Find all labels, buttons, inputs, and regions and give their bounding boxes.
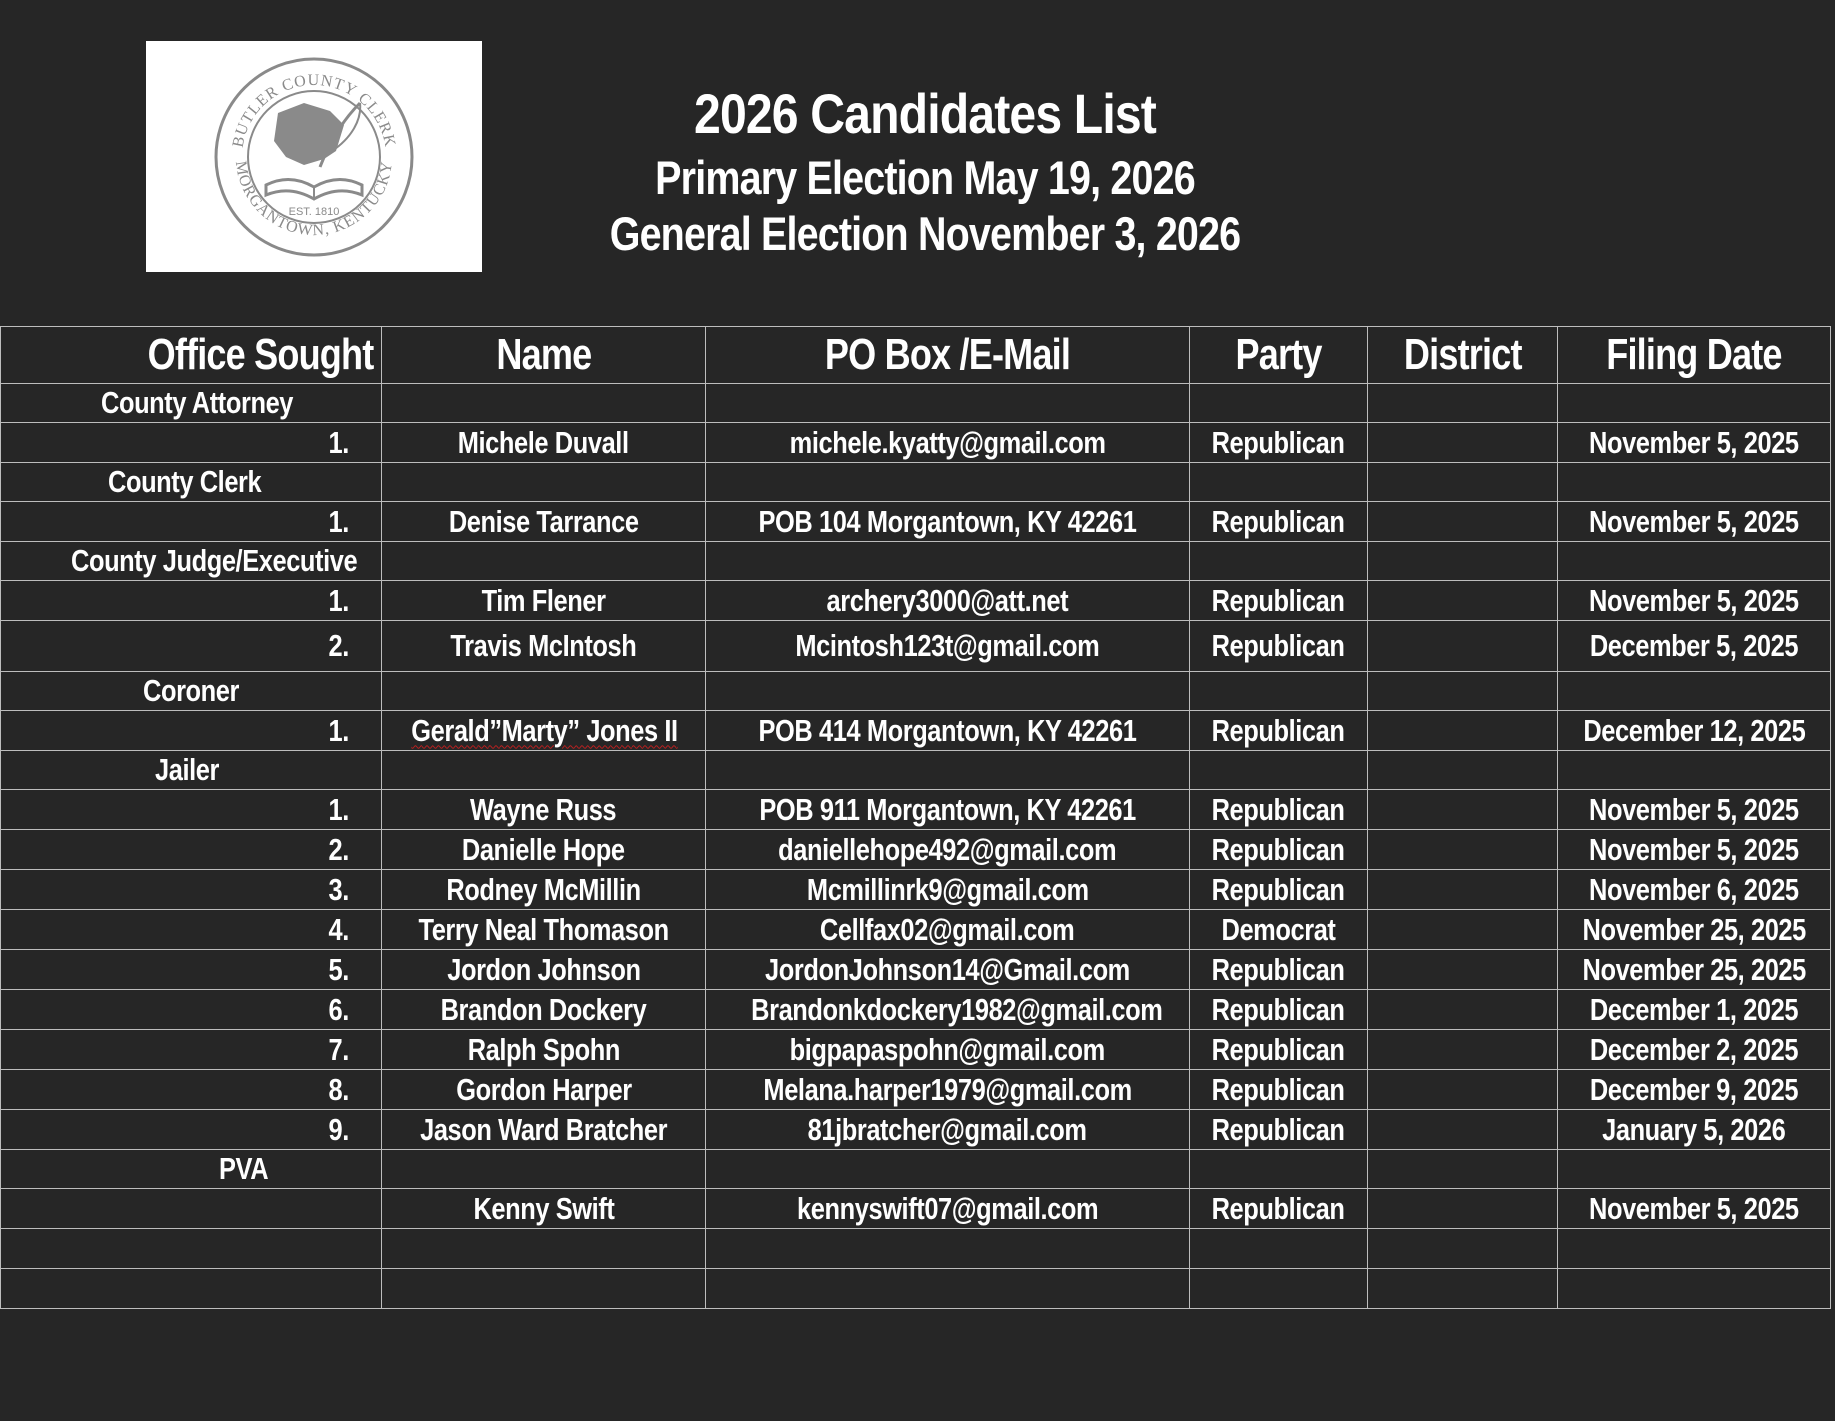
office-name-cell [1,463,382,502]
candidate-name-text: Wayne Russ [470,791,617,827]
candidate-filing-date-text: January 5, 2026 [1602,1111,1786,1147]
candidate-contact-text: POB 414 Morgantown, KY 42261 [758,712,1137,748]
candidate-party [1190,502,1368,542]
candidate-filing-date-text: November 6, 2025 [1589,871,1799,907]
candidate-row [1,581,1831,621]
candidate-district [1368,502,1558,542]
office-row [1,542,1831,581]
empty-cell [382,463,706,502]
empty-cell [1190,1229,1368,1269]
candidate-name-text: Ralph Spohn [467,1031,620,1067]
candidate-party [1190,990,1368,1030]
column-header-name: Name [382,327,706,384]
candidate-row [1,423,1831,463]
candidate-party [1190,1189,1368,1229]
candidate-contact-text: bigpapaspohn@gmail.com [789,1031,1106,1067]
candidate-number-text: 2. [328,831,349,867]
candidate-contact [706,950,1190,990]
candidate-filing-date [1558,990,1831,1030]
candidate-party [1190,910,1368,950]
candidate-contact-text: Cellfax02@gmail.com [820,911,1075,947]
empty-cell [1190,1269,1368,1309]
candidate-name-text: Gordon Harper [455,1071,632,1107]
candidate-contact-text: Brandonkdockery1982@gmail.com [751,991,1163,1027]
candidate-contact [706,423,1190,463]
candidate-number-text: 7. [328,1031,349,1067]
empty-cell [382,1229,706,1269]
candidate-filing-date [1558,950,1831,990]
candidate-row [1,1189,1831,1229]
office-name-cell [1,751,382,790]
candidate-party-text: Republican [1212,1190,1345,1226]
candidate-number-text: 4. [328,911,349,947]
office-name: County Judge/Executive [71,543,358,578]
candidate-contact-text: 81jbratcher@gmail.com [808,1111,1087,1147]
candidate-contact [706,1030,1190,1070]
column-header-district: District [1368,327,1558,384]
empty-cell [1368,1269,1558,1309]
candidate-number [1,1110,382,1150]
candidate-name-text: Travis McIntosh [450,628,637,663]
empty-cell [1368,672,1558,711]
candidate-filing-date-text: December 12, 2025 [1583,712,1805,748]
candidate-filing-date [1558,1189,1831,1229]
general-election-date: General Election November 3, 2026 [609,207,1241,260]
office-row [1,672,1831,711]
candidate-row [1,1110,1831,1150]
seal-icon [212,55,416,259]
candidate-name [382,581,706,621]
empty-cell [1190,672,1368,711]
candidate-district [1368,711,1558,751]
empty-cell [706,672,1190,711]
candidate-filing-date [1558,830,1831,870]
empty-cell [706,384,1190,423]
candidate-contact [706,910,1190,950]
candidate-party [1190,581,1368,621]
candidate-name-text: Michele Duvall [458,424,629,460]
candidate-filing-date-text: November 25, 2025 [1582,911,1806,947]
candidate-party-text: Republican [1212,503,1345,539]
empty-cell [382,384,706,423]
empty-cell [1190,463,1368,502]
candidate-filing-date [1558,790,1831,830]
candidate-district [1368,1070,1558,1110]
candidate-number [1,423,382,463]
page-header [500,78,1350,262]
candidate-number-text: 9. [328,1111,349,1147]
office-name: Coroner [143,673,240,708]
candidate-row [1,910,1831,950]
candidate-name-text: Denise Tarrance [448,503,639,539]
candidate-contact [706,502,1190,542]
candidate-contact [706,621,1190,672]
empty-cell [706,542,1190,581]
candidate-number [1,1070,382,1110]
candidate-filing-date [1558,910,1831,950]
empty-cell [1558,672,1831,711]
office-row [1,1150,1831,1189]
empty-cell [1368,463,1558,502]
candidate-contact [706,1070,1190,1110]
candidate-district [1368,950,1558,990]
candidate-name [382,1189,706,1229]
empty-row [1,1269,1831,1309]
candidate-row [1,502,1831,542]
candidate-party-text: Republican [1212,582,1345,618]
candidate-number [1,830,382,870]
candidate-row [1,621,1831,672]
candidate-filing-date-text: November 25, 2025 [1582,951,1806,987]
office-row [1,463,1831,502]
candidate-number-text: 8. [328,1071,349,1107]
candidate-name [382,423,706,463]
candidate-name [382,830,706,870]
candidate-district [1368,990,1558,1030]
column-header-party: Party [1190,327,1368,384]
candidate-contact [706,830,1190,870]
candidate-contact-text: POB 104 Morgantown, KY 42261 [758,503,1137,539]
office-name-cell [1,542,382,581]
candidate-district [1368,1189,1558,1229]
candidate-party [1190,423,1368,463]
empty-cell [382,542,706,581]
candidate-contact-text: POB 911 Morgantown, KY 42261 [759,791,1136,827]
candidate-district [1368,1030,1558,1070]
candidate-filing-date [1558,870,1831,910]
candidate-row [1,830,1831,870]
empty-cell [1190,542,1368,581]
candidate-row [1,870,1831,910]
empty-cell [1558,751,1831,790]
candidate-number [1,711,382,751]
candidate-filing-date [1558,1070,1831,1110]
candidate-number-text: 1. [328,712,349,748]
candidate-name-text: Jason Ward Bratcher [420,1111,667,1147]
candidate-filing-date [1558,423,1831,463]
column-header-office: Office Sought [1,327,382,384]
empty-cell [1190,751,1368,790]
candidate-name-text: Rodney McMillin [446,871,641,907]
office-name: PVA [219,1151,269,1186]
empty-cell [382,751,706,790]
candidate-contact-text: Melana.harper1979@gmail.com [763,1071,1132,1107]
empty-cell [1558,1229,1831,1269]
candidate-row [1,790,1831,830]
candidate-number-text: 1. [328,582,349,618]
candidate-party [1190,950,1368,990]
empty-cell [1368,1150,1558,1189]
candidate-number-text: 1. [328,424,349,460]
candidate-number [1,870,382,910]
candidate-contact-text: Mcmillinrk9@gmail.com [806,871,1089,907]
candidate-name-text: Kenny Swift [473,1190,614,1226]
empty-cell [706,1269,1190,1309]
candidate-contact [706,790,1190,830]
empty-cell [382,1150,706,1189]
candidate-party-text: Republican [1212,871,1345,907]
candidate-filing-date [1558,621,1831,672]
candidate-contact-text: daniellehope492@gmail.com [778,831,1117,867]
empty-cell [1,1269,382,1309]
office-row [1,751,1831,790]
candidate-district [1368,830,1558,870]
candidate-name [382,790,706,830]
candidate-contact [706,1110,1190,1150]
candidate-filing-date-text: November 5, 2025 [1589,1190,1799,1226]
empty-cell [706,463,1190,502]
candidate-party-text: Republican [1212,791,1345,827]
candidate-party [1190,1110,1368,1150]
candidate-district [1368,423,1558,463]
candidate-name [382,870,706,910]
empty-cell [1558,1150,1831,1189]
office-row [1,384,1831,423]
candidate-filing-date-text: November 5, 2025 [1589,424,1799,460]
empty-cell [1190,1150,1368,1189]
seal-est-text: EST. 1810 [288,205,340,218]
candidate-name-text: Jordon Johnson [446,951,641,987]
candidate-party [1190,1030,1368,1070]
candidate-number [1,621,382,672]
candidate-row [1,950,1831,990]
candidate-contact [706,711,1190,751]
candidate-number [1,990,382,1030]
candidate-party [1190,830,1368,870]
candidate-district [1368,910,1558,950]
candidate-party-text: Republican [1212,1111,1345,1147]
candidate-number [1,502,382,542]
candidate-filing-date-text: December 1, 2025 [1589,991,1799,1027]
candidate-name-text: Brandon Dockery [440,991,647,1027]
candidate-filing-date-text: December 9, 2025 [1589,1071,1799,1107]
candidate-party [1190,621,1368,672]
candidate-name [382,1030,706,1070]
candidate-row [1,711,1831,751]
candidate-contact-text: michele.kyatty@gmail.com [789,424,1106,460]
empty-cell [1368,751,1558,790]
county-clerk-seal-logo [146,41,482,272]
candidate-number-text: 1. [328,503,349,539]
candidate-party [1190,711,1368,751]
candidate-party-text: Democrat [1221,911,1336,947]
candidate-party-text: Republican [1212,951,1345,987]
empty-cell [706,751,1190,790]
candidate-party-text: Republican [1212,831,1345,867]
candidate-party [1190,870,1368,910]
office-name: Jailer [155,752,219,787]
empty-cell [1558,1269,1831,1309]
candidate-contact [706,870,1190,910]
candidate-district [1368,581,1558,621]
candidate-contact-text: JordonJohnson14@Gmail.com [765,951,1130,987]
empty-cell [1368,542,1558,581]
candidate-filing-date [1558,1110,1831,1150]
candidate-name-text: Terry Neal Thomason [418,911,669,947]
candidate-contact-text: Mcintosh123t@gmail.com [795,628,1100,663]
candidate-number-text: 6. [328,991,349,1027]
candidate-filing-date [1558,711,1831,751]
empty-cell [1,1229,382,1269]
office-name-cell [1,384,382,423]
candidate-number [1,1030,382,1070]
candidate-contact [706,1189,1190,1229]
candidate-filing-date-text: November 5, 2025 [1589,831,1799,867]
candidate-filing-date [1558,502,1831,542]
empty-cell [1558,542,1831,581]
candidate-name [382,950,706,990]
candidate-number [1,1189,382,1229]
candidate-name-text: Tim Flener [481,582,606,618]
candidate-filing-date-text: December 2, 2025 [1589,1031,1799,1067]
table-body [1,384,1831,1309]
candidate-filing-date [1558,1030,1831,1070]
empty-cell [1190,384,1368,423]
page-title: 2026 Candidates List [694,82,1156,145]
empty-cell [1558,463,1831,502]
candidate-filing-date-text: November 5, 2025 [1589,791,1799,827]
table-header-row [1,327,1831,384]
candidate-contact [706,990,1190,1030]
candidate-filing-date-text: November 5, 2025 [1589,582,1799,618]
candidate-row [1,1030,1831,1070]
candidate-contact [706,581,1190,621]
column-header-contact: PO Box /E-Mail [706,327,1190,384]
candidate-party [1190,790,1368,830]
office-name: County Attorney [101,385,294,420]
candidate-row [1,1070,1831,1110]
primary-election-date: Primary Election May 19, 2026 [655,151,1195,204]
candidate-party-text: Republican [1212,1031,1345,1067]
empty-cell [1368,1229,1558,1269]
candidates-table [0,326,1831,1309]
candidate-number [1,910,382,950]
candidate-party-text: Republican [1212,424,1345,460]
candidate-number-text: 1. [328,791,349,827]
candidate-filing-date-text: November 5, 2025 [1589,503,1799,539]
candidate-filing-date [1558,581,1831,621]
candidate-name-text: Gerald”Marty” Jones II [411,712,678,748]
empty-cell [382,672,706,711]
seal-bottom-text: MORGANTOWN, KENTUCKY [231,159,397,239]
empty-cell [706,1229,1190,1269]
seal-top-text: BUTLER COUNTY CLERK [229,71,399,149]
candidate-district [1368,790,1558,830]
candidate-party-text: Republican [1212,712,1345,748]
office-name-cell [1,672,382,711]
candidate-party-text: Republican [1212,628,1345,663]
candidate-party-text: Republican [1212,991,1345,1027]
candidate-number [1,950,382,990]
candidate-name [382,990,706,1030]
candidate-name [382,910,706,950]
candidate-number [1,790,382,830]
candidate-district [1368,870,1558,910]
office-name-cell [1,1150,382,1189]
candidate-name [382,711,706,751]
empty-cell [382,1269,706,1309]
candidate-name [382,1070,706,1110]
candidate-district [1368,1110,1558,1150]
candidate-number-text: 5. [328,951,349,987]
candidate-number-text: 2. [328,628,349,663]
empty-cell [1558,384,1831,423]
candidate-contact-text: archery3000@att.net [826,582,1069,618]
candidate-district [1368,621,1558,672]
empty-row [1,1229,1831,1269]
candidate-party [1190,1070,1368,1110]
candidate-name [382,502,706,542]
office-name: County Clerk [108,464,262,499]
column-header-filing-date: Filing Date [1558,327,1831,384]
candidate-contact-text: kennyswift07@gmail.com [796,1190,1099,1226]
candidate-row [1,990,1831,1030]
candidate-number [1,581,382,621]
candidate-name [382,621,706,672]
candidate-name [382,1110,706,1150]
candidate-name-text: Danielle Hope [462,831,625,867]
empty-cell [1368,384,1558,423]
candidate-filing-date-text: December 5, 2025 [1589,628,1799,663]
empty-cell [706,1150,1190,1189]
candidate-party-text: Republican [1212,1071,1345,1107]
candidate-number-text: 3. [328,871,349,907]
